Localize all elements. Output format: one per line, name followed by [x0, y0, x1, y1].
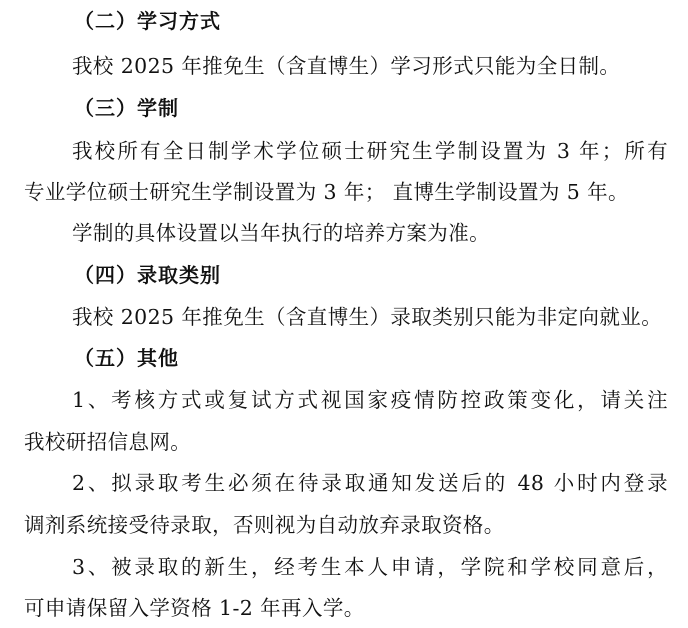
paragraph-admission-type: 我校 2025 年推免生（含直博生）录取类别只能为非定向就业。 — [72, 305, 663, 329]
list-item-2-line-2: 调剂系统接受待录取，否则视为自动放弃录取资格。 — [24, 513, 505, 537]
list-item-3-line-2: 可申请保留入学资格 1-2 年再入学。 — [24, 596, 365, 620]
paragraph-duration-note: 学制的具体设置以当年执行的培养方案为准。 — [72, 221, 490, 245]
paragraph-study-mode: 我校 2025 年推免生（含直博生）学习形式只能为全日制。 — [72, 54, 621, 78]
list-item-3-line-1: 3、被录取的新生，经考生本人申请，学院和学校同意后， — [72, 555, 668, 579]
list-item-2-line-1: 2、拟录取考生必须在待录取通知发送后的 48 小时内登录 — [72, 471, 668, 495]
section-heading-admission-type: （四）录取类别 — [74, 263, 221, 287]
section-heading-duration: （三）学制 — [74, 96, 179, 120]
paragraph-duration-line-1: 我校所有全日制学术学位硕士研究生学制设置为 3 年；所有 — [72, 139, 668, 163]
paragraph-duration-line-2: 专业学位硕士研究生学制设置为 3 年； 直博生学制设置为 5 年。 — [24, 180, 629, 204]
section-heading-study-mode: （二）学习方式 — [74, 9, 221, 33]
section-heading-other: （五）其他 — [74, 346, 179, 370]
list-item-1-line-2: 我校研招信息网。 — [24, 430, 192, 454]
list-item-1-line-1: 1、考核方式或复试方式视国家疫情防控政策变化，请关注 — [72, 388, 668, 412]
